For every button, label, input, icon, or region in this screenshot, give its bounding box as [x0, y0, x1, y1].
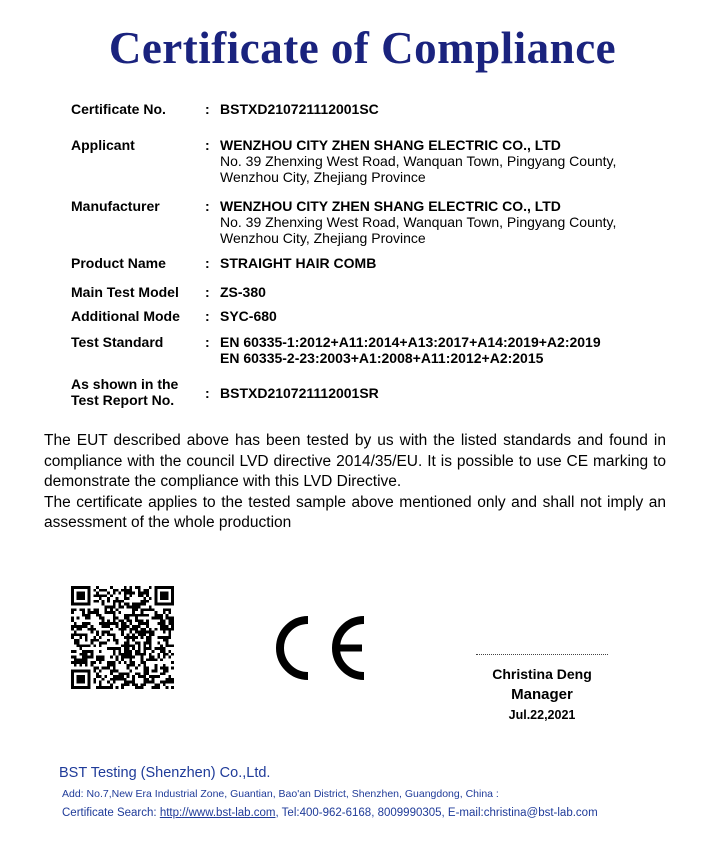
compliance-statement: [44, 431, 666, 534]
certificate-search-link[interactable]: http://www.bst-lab.com: [159, 807, 276, 819]
field-colon: :: [205, 284, 210, 300]
field-label-certificate-no: Certificate No.: [71, 101, 166, 117]
applicant-name: WENZHOU CITY ZHEN SHANG ELECTRIC CO., LTD: [220, 137, 561, 153]
field-value-product-name: [220, 255, 376, 271]
issuer-contact: , Tel:400-962-6168, 8009990305, E-mail:christina@bst-lab.com: [275, 807, 598, 819]
field-value-applicant: [220, 137, 616, 185]
main-test-model: ZS-380: [220, 284, 266, 300]
field-label-manufacturer: Manufacturer: [71, 198, 160, 214]
field-value-test-report-no: [220, 385, 379, 401]
signature-line: [476, 654, 608, 655]
applicant-address-line2: Wenzhou City, Zhejiang Province: [220, 169, 426, 185]
manufacturer-address-line1: No. 39 Zhenxing West Road, Wanquan Town, Pingyang County,: [220, 214, 617, 230]
field-label-main-test-model: Main Test Model: [71, 284, 179, 300]
test-report-label-line1: As shown in the: [71, 376, 179, 392]
field-value-manufacturer: [220, 198, 616, 246]
manufacturer-name: WENZHOU CITY ZHEN SHANG ELECTRIC CO., LTD: [220, 198, 561, 214]
field-colon: :: [205, 255, 210, 271]
test-standard-2: EN 60335-2-23:2003+A1:2008+A11:2012+A2:2015: [220, 350, 544, 366]
product-name: STRAIGHT HAIR COMB: [220, 255, 377, 271]
field-colon: :: [205, 308, 210, 324]
ce-mark-icon: [262, 612, 370, 684]
test-report-label-line2: Test Report No.: [71, 392, 175, 408]
statement-paragraph-2: The certificate applies to the tested sample above mentioned only and shall not imply an assessment of the whole production: [44, 493, 666, 531]
field-value-main-test-model: [220, 284, 266, 300]
issuer-address: Add: No.7,New Era Industrial Zone, Guantian, Bao'an District, Shenzhen, Guangdong, China :: [62, 788, 499, 800]
field-colon: :: [205, 198, 210, 214]
field-label-test-report-no: [71, 376, 178, 408]
applicant-address-line1: No. 39 Zhenxing West Road, Wanquan Town, Pingyang County,: [220, 153, 617, 169]
qr-code-icon: [71, 586, 174, 689]
field-label-applicant: Applicant: [71, 137, 135, 153]
field-colon: :: [205, 334, 210, 350]
field-value-test-standard: [220, 334, 601, 366]
test-standard-1: EN 60335-1:2012+A11:2014+A13:2017+A14:2019+A2:2019: [220, 334, 601, 350]
certificate-search: [62, 807, 598, 819]
field-colon: :: [205, 101, 210, 117]
field-label-test-standard: Test Standard: [71, 334, 164, 350]
additional-mode: SYC-680: [220, 308, 277, 324]
statement-paragraph-1: The EUT described above has been tested by us with the listed standards and found in compliance with the council LVD directive 2014/35/EU. It is possible to use CE marking to demonstrate the compliance with this LVD Directive.: [44, 432, 666, 490]
field-label-product-name: Product Name: [71, 255, 166, 271]
certificate-title: Certificate of Compliance: [108, 23, 617, 73]
issuer-company: BST Testing (Shenzhen) Co.,Ltd.: [59, 765, 271, 781]
field-colon: :: [205, 385, 210, 401]
signatory-role: Manager: [511, 686, 573, 703]
signature-date: Jul.22,2021: [508, 708, 576, 722]
field-label-additional-mode: Additional Mode: [71, 308, 180, 324]
signatory-name: Christina Deng: [492, 666, 592, 682]
field-value-additional-mode: [220, 308, 277, 324]
test-report-number: BSTXD210721112001SR: [220, 385, 379, 401]
field-value-certificate-no: [220, 101, 379, 117]
certificate-search-label: Certificate Search:: [62, 807, 157, 819]
manufacturer-address-line2: Wenzhou City, Zhejiang Province: [220, 230, 426, 246]
certificate-number: BSTXD210721112001SC: [220, 101, 379, 117]
field-colon: :: [205, 137, 210, 153]
